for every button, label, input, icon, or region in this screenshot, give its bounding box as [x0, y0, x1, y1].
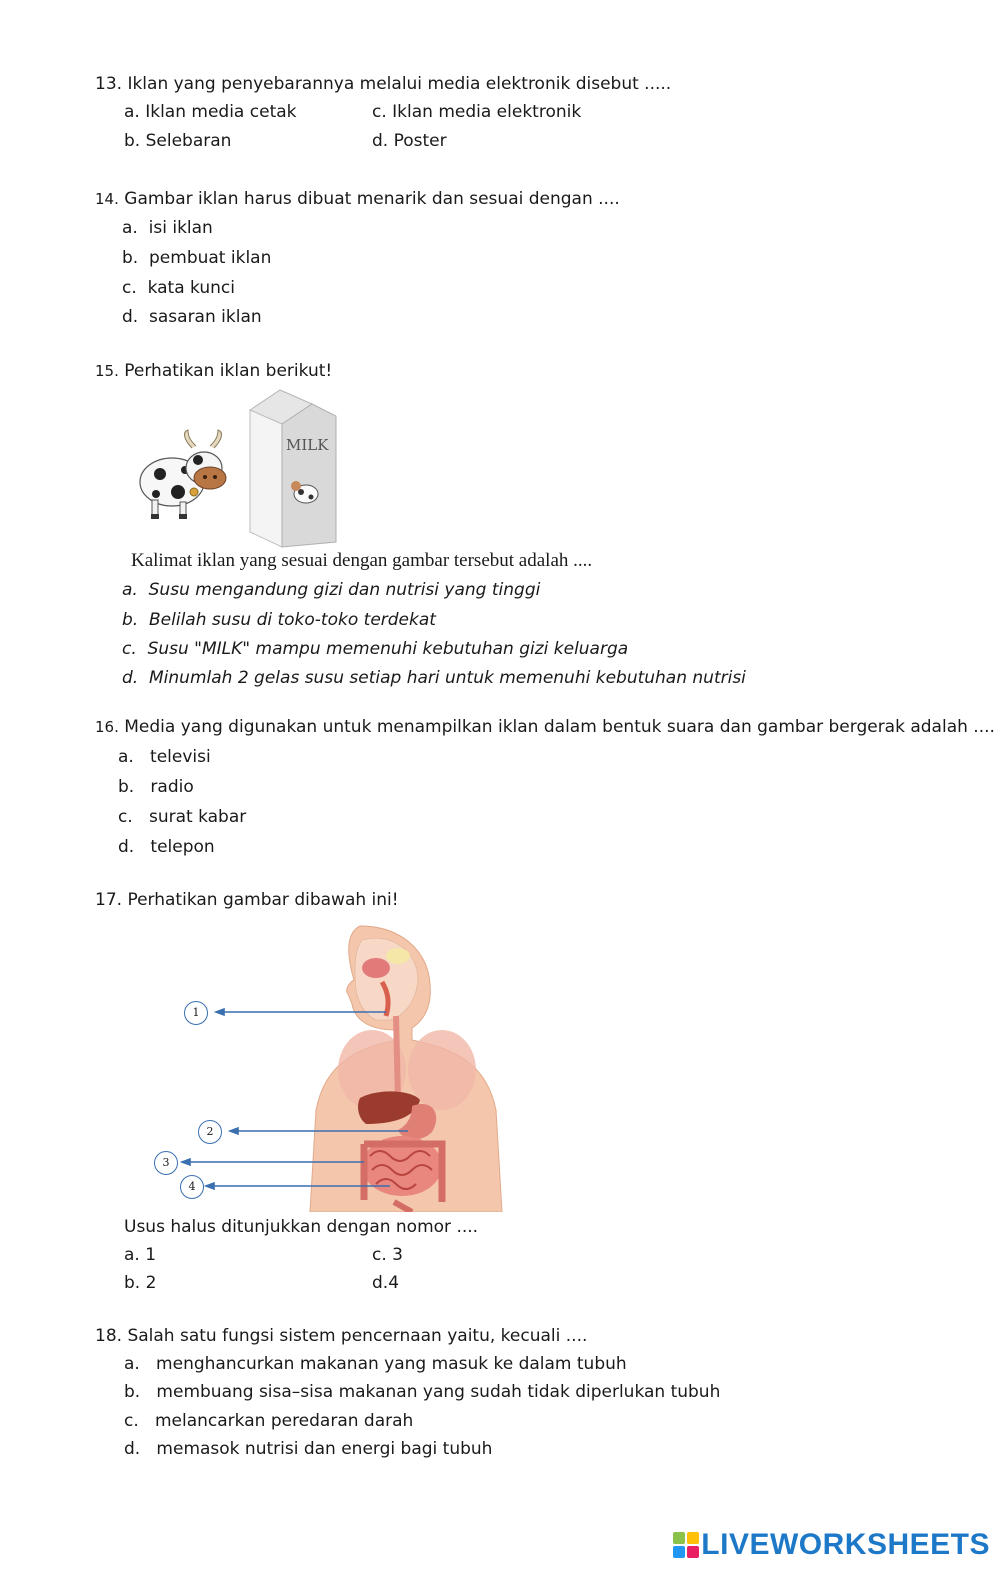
option-text: pembuat iklan	[149, 248, 272, 268]
q18-option-a[interactable]	[124, 1354, 627, 1374]
q14-option-a[interactable]	[122, 218, 213, 238]
option-text: Susu mengandung gizi dan nutrisi yang tinggi	[148, 580, 541, 600]
option-letter: d.	[118, 837, 135, 857]
digestive-system-image	[150, 920, 510, 1212]
brand-text: LIVEWORKSHEETS	[701, 1528, 990, 1561]
option-text: menghancurkan makanan yang masuk ke dalam tubuh	[156, 1354, 627, 1374]
option-letter: b.	[122, 248, 139, 268]
q17-option-a[interactable]: a. 1	[124, 1245, 157, 1265]
q18-option-c[interactable]	[124, 1411, 413, 1431]
q16-option-a[interactable]	[118, 747, 211, 767]
q16-option-b[interactable]	[118, 777, 194, 797]
q17-option-b[interactable]: b. 2	[124, 1273, 157, 1293]
diagram-label-4: 4	[180, 1175, 204, 1199]
option-text: memasok nutrisi dan energi bagi tubuh	[156, 1439, 493, 1459]
q15-prompt: Kalimat iklan yang sesuai dengan gambar tersebut adalah ....	[131, 550, 593, 571]
carton-label: MILK	[286, 436, 329, 454]
q16-option-d[interactable]	[118, 837, 215, 857]
option-letter: c.	[124, 1411, 139, 1431]
milk-carton	[250, 390, 336, 547]
human-torso	[310, 926, 502, 1212]
q15-option-d[interactable]	[122, 668, 746, 688]
option-text: radio	[150, 777, 194, 797]
logo-grid-icon	[673, 1532, 699, 1558]
option-text: isi iklan	[148, 218, 213, 238]
q16-question	[95, 717, 995, 737]
option-letter: a.	[124, 1354, 140, 1374]
q17-prompt: Usus halus ditunjukkan dengan nomor ....	[124, 1217, 479, 1237]
q18-question: 18. Salah satu fungsi sistem pencernaan yaitu, kecuali ....	[95, 1326, 588, 1346]
option-letter: c.	[118, 807, 133, 827]
q16-number: 16.	[95, 718, 119, 736]
diagram-label-2: 2	[198, 1120, 222, 1144]
q18-option-b[interactable]	[124, 1382, 720, 1402]
q15-option-a[interactable]	[122, 580, 540, 600]
q14-option-c[interactable]	[122, 278, 235, 298]
q16-question-text: Media yang digunakan untuk menampilkan iklan dalam bentuk suara dan gambar bergerak adalah ....	[124, 717, 995, 737]
diagram-label-1: 1	[184, 1001, 208, 1025]
q13-option-c[interactable]: c. Iklan media elektronik	[372, 102, 582, 122]
option-letter: b.	[122, 610, 139, 630]
option-text: televisi	[150, 747, 211, 767]
option-letter: b.	[124, 1382, 141, 1402]
q15-option-b[interactable]	[122, 610, 436, 630]
q17-option-d[interactable]: d.4	[372, 1273, 400, 1293]
option-text: Minumlah 2 gelas susu setiap hari untuk memenuhi kebutuhan nutrisi	[149, 668, 746, 688]
q17-option-c[interactable]: c. 3	[372, 1245, 403, 1265]
option-letter: a.	[118, 747, 134, 767]
option-text: Belilah susu di toko-toko terdekat	[149, 610, 436, 630]
q14-question	[95, 189, 620, 209]
option-text: surat kabar	[148, 807, 247, 827]
q13-option-d[interactable]: d. Poster	[372, 131, 447, 151]
q15-question	[95, 361, 332, 381]
q13-question: 13. Iklan yang penyebarannya melalui media elektronik disebut .....	[95, 74, 672, 94]
option-letter: d.	[122, 668, 139, 688]
option-text: kata kunci	[147, 278, 235, 298]
q15-option-c[interactable]	[122, 639, 628, 659]
option-letter: c.	[122, 278, 137, 298]
milk-ad-image	[130, 382, 344, 550]
option-letter: b.	[118, 777, 135, 797]
q16-option-c[interactable]	[118, 807, 246, 827]
option-letter: a.	[122, 218, 138, 238]
option-text: membuang sisa–sisa makanan yang sudah tidak diperlukan tubuh	[156, 1382, 721, 1402]
q17-question: 17. Perhatikan gambar dibawah ini!	[95, 890, 399, 910]
liveworksheets-logo[interactable]	[673, 1528, 990, 1562]
q18-option-d[interactable]	[124, 1439, 492, 1459]
option-text: melancarkan peredaran darah	[154, 1411, 414, 1431]
option-letter: d.	[122, 307, 139, 327]
option-letter: c.	[122, 639, 137, 659]
q14-number: 14.	[95, 190, 119, 208]
q14-option-d[interactable]	[122, 307, 262, 327]
q15-number: 15.	[95, 362, 119, 380]
diagram-label-3: 3	[154, 1151, 178, 1175]
q13-option-b[interactable]: b. Selebaran	[124, 131, 232, 151]
q15-question-text: Perhatikan iklan berikut!	[124, 361, 333, 381]
option-text: Susu "MILK" mampu memenuhi kebutuhan gizi keluarga	[147, 639, 629, 659]
q13-option-a[interactable]: a. Iklan media cetak	[124, 102, 297, 122]
q14-question-text: Gambar iklan harus dibuat menarik dan sesuai dengan ....	[124, 189, 620, 209]
option-letter: d.	[124, 1439, 141, 1459]
option-text: telepon	[150, 837, 215, 857]
option-letter: a.	[122, 580, 138, 600]
option-text: sasaran iklan	[149, 307, 262, 327]
q14-option-b[interactable]	[122, 248, 271, 268]
